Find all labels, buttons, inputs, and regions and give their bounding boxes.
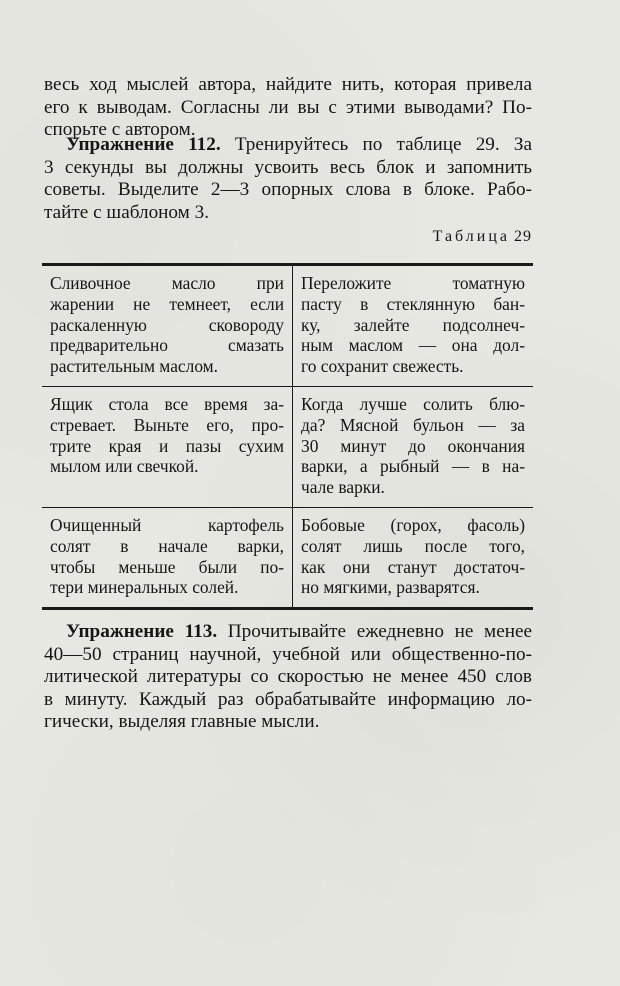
exercise-112-line: тайте с шаблоном 3. [44,201,209,223]
table-cell-line: варки, а рыбный — в на- [301,456,525,477]
table-cell-line: чтобы меньше были по- [50,556,284,577]
table-cell-line: 30 минут до окончания [301,435,525,456]
table-cell-line: ку, залейте подсолнеч- [301,314,525,335]
table-cell-line: Очищенный картофель [50,514,284,535]
table-cell-line: чале варки. [301,477,385,498]
table-cell-left [42,507,293,608]
exercise-113-line: Прочитывайте ежедневно не менее [227,621,533,642]
exercise-112-line: советы. Выделите 2—3 опорных слова в блоке. Рабо- [44,179,532,200]
table-cell-line: но мягкими, разварятся. [301,577,480,598]
table-cell-left [42,265,293,387]
table-cell-line: мылом или свечкой. [50,456,199,477]
exercise-113-line: гически, выделяя главные мысли. [44,711,320,732]
intro-paragraph [44,74,532,142]
table-cell-line: Ящик стола все время за- [50,393,284,414]
intro-line: его к выводам. Согласны ли вы с этими выводами? По- [44,96,532,118]
exercise-112-first-line [44,134,532,157]
tips-table-body [42,265,533,609]
exercise-113-first-line [44,621,532,644]
table-cell-line: пасту в стеклянную бан- [301,293,525,314]
intro-line: весь ход мыслей автора, найдите нить, которая привела [44,74,532,95]
table-caption-word: Таблица [432,228,510,245]
table-cell-left [42,386,293,507]
exercise-113-paragraph [44,621,532,734]
table-cell-line: Когда лучше солить блю- [301,393,525,414]
table-cell-right [293,507,534,608]
exercise-113-label: Упражнение 113. [66,621,218,642]
table-cell-line: Бобовые (горох, фасоль) [301,514,525,535]
table-caption-number: 29 [514,228,532,245]
table-cell-right [293,386,534,507]
table-cell-line: солят лишь после того, [301,535,525,556]
table-cell-line: да? Мясной бульон — за [301,414,525,435]
table-row [42,265,533,387]
table-cell-line: го сохранит свежесть. [301,356,464,377]
exercise-112-paragraph [44,134,532,224]
intro-line: спорьте с автором. [44,119,196,140]
table-caption [433,228,532,246]
exercise-113-line: 40—50 страниц научной, учебной или общественно-по- [44,643,532,665]
table-cell-line: растительным маслом. [50,356,219,377]
table-cell-line: предварительно смазать [50,335,284,356]
tips-table [42,263,533,610]
table-cell-line: ным маслом — она дол- [301,335,525,356]
table-cell-line: Сливочное масло при [50,273,284,293]
table-cell-line: тери минеральных солей. [50,577,239,598]
exercise-112-line: Тренируйтесь по таблице 29. За [234,134,532,155]
table-cell-line: трите края и пазы сухим [50,435,284,456]
table-row [42,386,533,507]
table-cell-right [293,265,534,387]
table-row [42,507,533,608]
table-cell-line: солят в начале варки, [50,535,284,556]
table-cell-line: Переложите томатную [301,273,525,293]
table-cell-line: раскаленную сковороду [50,314,284,335]
table-cell-line: как они станут достаточ- [301,556,525,577]
exercise-113-line: в минуту. Каждый раз обрабатывайте информацию ло- [44,688,532,710]
exercise-112-label: Упражнение 112. [66,134,221,155]
table-cell-line: стревает. Выньте его, про- [50,414,284,435]
exercise-113-line: литической литературы со скоростью не менее 450 слов [44,666,532,687]
table-cell-line: жарении не темнеет, если [50,293,284,314]
exercise-112-line: 3 секунды вы должны усвоить весь блок и запомнить [44,156,532,178]
